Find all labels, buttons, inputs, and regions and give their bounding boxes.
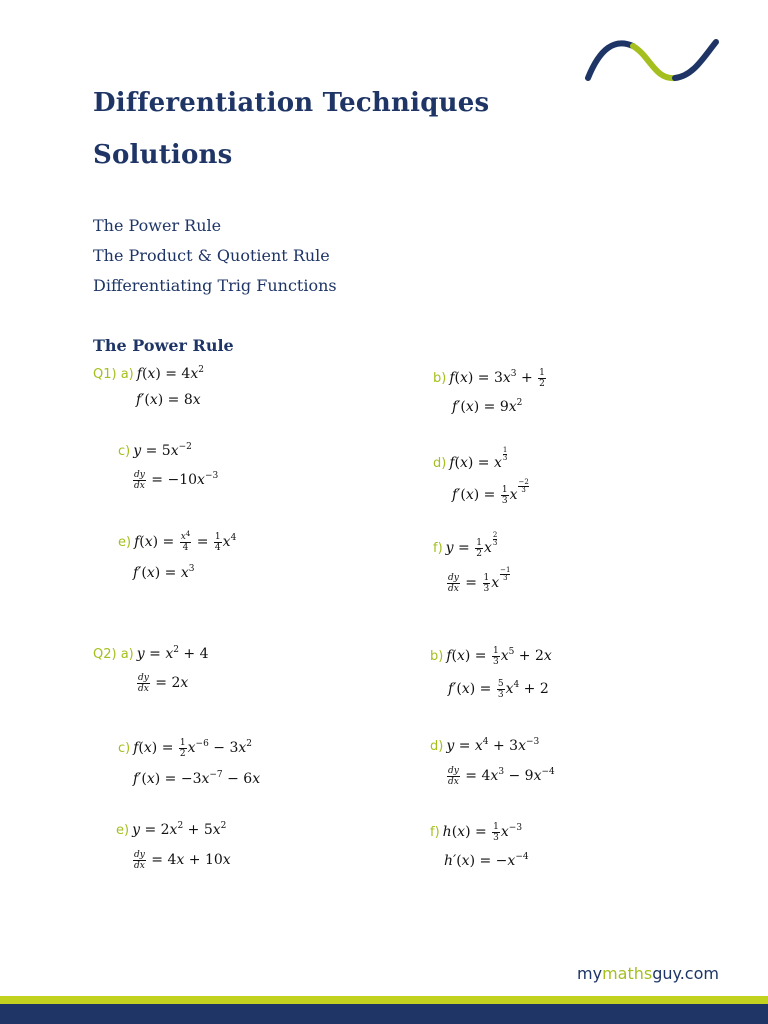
toc-link-product-quotient[interactable]: The Product & Quotient Rule [93, 246, 330, 265]
toc-link-power-rule[interactable]: The Power Rule [93, 216, 222, 235]
q1d-answer: f′(x) = $\frac{1}{3}$ x $\frac{-2}{3}$ [452, 478, 529, 506]
q1d-label: d) [433, 456, 447, 471]
brand-guy: guy.com [652, 964, 719, 983]
q1b-question: b) $f(x) = 3x^3$ + $\frac{1}{2}$ [433, 367, 545, 389]
q1c-question: c) $y = 5x^{-2}$ [118, 442, 192, 459]
q2b-question: b) f(x) = $\frac{1}{3}$ $x^5 + 2x$ [430, 645, 552, 667]
q1e-answer: $f'(x) = x^3$ [133, 564, 195, 581]
q2c-answer: $f'(x) = -3x^{-7} - 6x$ [133, 770, 261, 787]
q2e-answer: $\frac{dy}{dx}$ = 4x + 10x [134, 849, 231, 871]
page-subtitle: Solutions [93, 140, 233, 170]
wave-logo-icon [585, 38, 720, 84]
q2e-label: e) [116, 823, 130, 838]
q1a-answer: f′(x) = 8x [136, 392, 201, 408]
q1f-question: f) y = $\frac{1}{2}$ x $\frac{2}{3}$ [433, 531, 498, 559]
q1e-question: e) f(x) = $\frac{x^4}{4}$ = $\frac{1}{4}$ $x^4$ [118, 529, 237, 553]
q2d-question: d) $y = x^4 + 3x^{-3}$ [430, 737, 540, 754]
q2a-label: Q2) a) [93, 647, 134, 662]
q2f-question: f) h(x) = $\frac{1}{3}$ $x^{-3}$ [430, 821, 523, 843]
brand-my: my [577, 964, 603, 983]
footer-navy-bar [0, 1004, 768, 1024]
q1c-label: c) [118, 444, 131, 459]
q1d-question: d) f(x) = x $\frac{1}{3}$ [433, 446, 508, 471]
q2c-question: c) f(x) = $\frac{1}{2}$ $x^{-6} - 3x^2$ [118, 737, 252, 759]
footer-brand-link[interactable] [577, 964, 719, 983]
q1b-answer: $f'(x) = 9x^2$ [452, 398, 523, 415]
q1b-label: b) [433, 371, 447, 386]
q2f-answer: $h'(x) = -x^{-4}$ [444, 852, 529, 869]
toc-link-trig[interactable]: Differentiating Trig Functions [93, 276, 337, 295]
q2b-answer: f′(x) = $\frac{5}{3}$ $x^4 + 2$ [448, 678, 549, 700]
page-title: Differentiation Techniques [93, 88, 490, 118]
q2d-label: d) [430, 739, 444, 754]
q2e-question: e) $y = 2x^2 + 5x^2$ [116, 821, 227, 838]
q1a-label: Q1) a) [93, 367, 134, 382]
q1a-question: Q1) a) $f(x) = 4x^2$ [93, 365, 204, 382]
q2f-label: f) [430, 825, 440, 840]
q2a-answer: $\frac{dy}{dx}$ = 2x [138, 672, 189, 694]
q1e-label: e) [118, 535, 132, 550]
q1f-label: f) [433, 541, 443, 556]
q2c-label: c) [118, 741, 131, 756]
q1f-answer: $\frac{dy}{dx}$ = $\frac{1}{3}$ x $\frac{-1}{3}$ [448, 566, 511, 594]
footer-green-bar [0, 996, 768, 1004]
brand-maths: maths [602, 964, 653, 983]
q1c-answer: $\frac{dy}{dx}$ = $-10x^{-3}$ [134, 469, 219, 491]
q2b-label: b) [430, 649, 444, 664]
section-heading: The Power Rule [93, 336, 234, 355]
q2a-question: Q2) a) $y = x^2 + 4$ [93, 645, 209, 662]
q2d-answer: $\frac{dy}{dx}$ = $4x^3 - 9x^{-4}$ [448, 765, 555, 787]
